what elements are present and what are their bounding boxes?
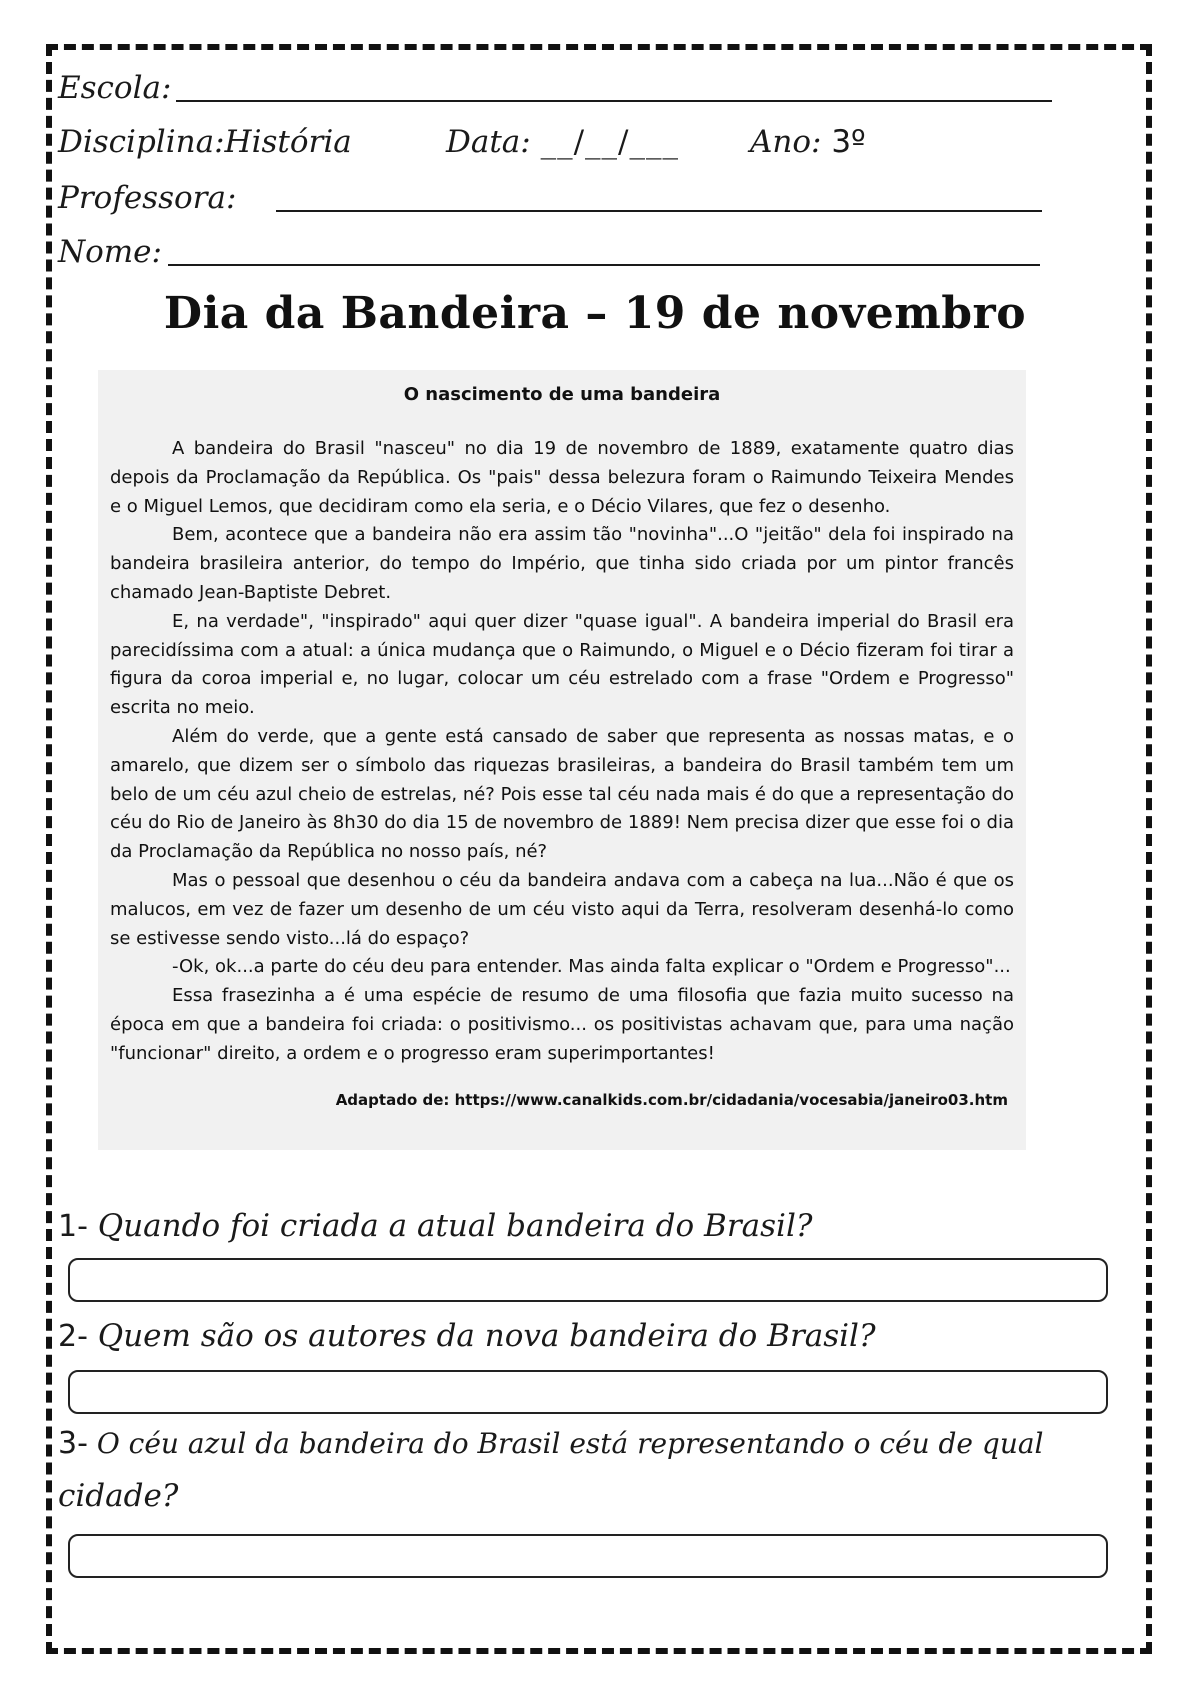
data-field bbox=[446, 124, 679, 160]
reading-paragraph: A bandeira do Brasil "nasceu" no dia 19 de novembro de 1889, exatamente quatro dias depois da Proclamação da República. Os "pais" dessa belezura foram o Raimundo Teixeira Mendes e o Miguel Lemos, que decidiram como ela seria, e o Décio Vilares, que fez o desenho. bbox=[110, 438, 1014, 517]
ano-field bbox=[750, 124, 866, 160]
source-citation: Adaptado de: https://www.canalkids.com.br/cidadania/vocesabia/janeiro03.htm bbox=[335, 1090, 1008, 1109]
question-text: Quando foi criada a atual bandeira do Brasil? bbox=[97, 1208, 813, 1244]
question-number: 3- bbox=[58, 1426, 88, 1461]
data-value: __/__/___ bbox=[540, 124, 679, 160]
question-number: 1- bbox=[58, 1209, 88, 1244]
question-text: Quem são os autores da nova bandeira do Brasil? bbox=[97, 1318, 876, 1354]
question-3-continued: cidade? bbox=[58, 1478, 179, 1514]
disciplina-row bbox=[58, 124, 352, 160]
escola-line bbox=[176, 100, 1052, 102]
nome-line bbox=[168, 264, 1040, 266]
question-number: 2- bbox=[58, 1319, 88, 1354]
nome-label: Nome: bbox=[58, 234, 162, 270]
question-text: O céu azul da bandeira do Brasil está representando o céu de qual bbox=[96, 1427, 1044, 1460]
professora-label: Professora: bbox=[58, 180, 237, 216]
reading-paragraph: E, na verdade", "inspirado" aqui quer dizer "quase igual". A bandeira imperial do Brasil era parecidíssima com a atual: a única mudança que o Raimundo, o Miguel e o Décio fizeram foi tirar a figura da coroa imperial e, no lugar, colocar um céu estrelado com a frase "Ordem e Progresso" escrita no meio. bbox=[110, 610, 1014, 719]
reading-title: O nascimento de uma bandeira bbox=[403, 384, 721, 405]
question-2 bbox=[58, 1318, 876, 1354]
answer-box-3[interactable] bbox=[68, 1534, 1108, 1578]
reading-paragraph: Essa frasezinha a é uma espécie de resumo de uma filosofia que fazia muito sucesso na época em que a bandeira foi criada: o positivismo... os positivistas achavam que, para uma nação "funcionar" direito, a ordem e o progresso eram superimportantes! bbox=[110, 985, 1014, 1064]
reading-paragraph: Mas o pessoal que desenhou o céu da bandeira andava com a cabeça na lua...Não é que os malucos, em vez de fazer um desenho de um céu visto aqui da Terra, resolveram desenhá-lo como se estivesse sendo visto...lá do espaço? bbox=[110, 869, 1014, 949]
disciplina-label: Disciplina: bbox=[58, 124, 225, 160]
reading-text-box bbox=[98, 370, 1026, 1150]
disciplina-value: História bbox=[224, 124, 352, 160]
reading-paragraph: Bem, acontece que a bandeira não era assim tão "novinha"...O "jeitão" dela foi inspirado na bandeira brasileira anterior, do tempo do Império, que tinha sido criada por um pintor francês chamado Jean-Baptiste Debret. bbox=[110, 524, 1014, 603]
reading-paragraph: Além do verde, que a gente está cansado de saber que representa as nossas matas, e o amarelo, que dizem ser o símbolo das riquezas brasileiras, a bandeira do Brasil também tem um belo de um céu azul cheio de estrelas, né? Pois esse tal céu nada mais é do que a representação do céu do Rio de Janeiro às 8h30 do dia 15 de novembro de 1889! Nem precisa dizer que esse foi o dia da Proclamação da República no nosso país, né? bbox=[110, 725, 1014, 863]
question-3 bbox=[58, 1426, 1044, 1461]
answer-box-1[interactable] bbox=[68, 1258, 1108, 1302]
page-title: Dia da Bandeira – 19 de novembro bbox=[163, 288, 1027, 339]
answer-box-2[interactable] bbox=[68, 1370, 1108, 1414]
escola-label: Escola: bbox=[58, 70, 172, 106]
reading-paragraph: -Ok, ok...a parte do céu deu para entender. Mas ainda falta explicar o "Ordem e Progresso"... bbox=[172, 956, 1011, 978]
data-label: Data: bbox=[446, 124, 531, 160]
ano-label: Ano: bbox=[750, 124, 822, 160]
ano-value: 3º bbox=[831, 124, 866, 160]
professora-line bbox=[276, 210, 1042, 212]
question-1 bbox=[58, 1208, 812, 1244]
